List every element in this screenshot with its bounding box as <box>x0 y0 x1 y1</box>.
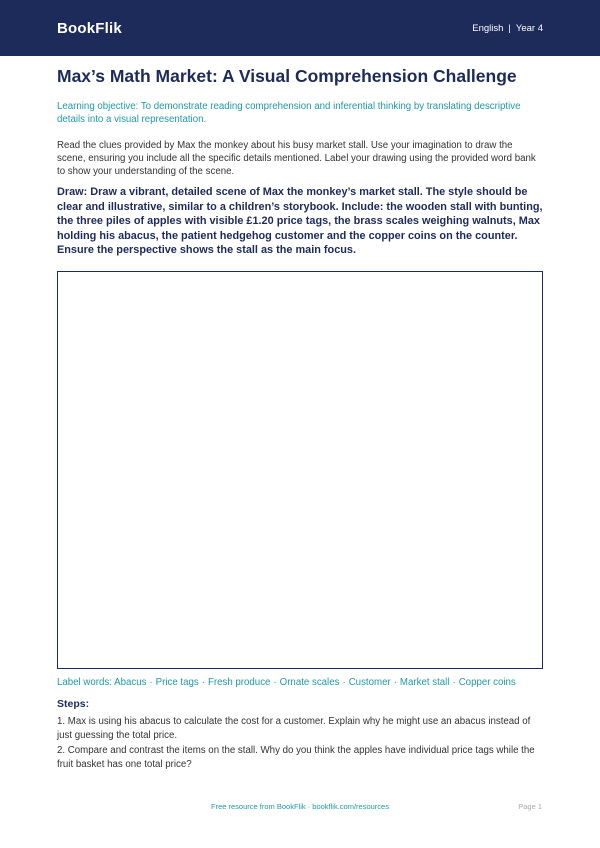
label-word: Abacus <box>114 677 147 688</box>
page-title: Max’s Math Market: A Visual Comprehension Challenge <box>57 66 517 86</box>
draw-instruction: Draw: Draw a vibrant, detailed scene of Max the monkey’s market stall. The style should be clear and illustrative, similar to a children’s storybook. Include: the wooden stall with bunting, the three piles of apples with visible £1.20 price tags, the brass scales weighing walnuts, Max holding his abacus, the patient hedgehog customer and the copper coins on the counter. Ensure the perspective shows the stall as the main focus. <box>57 186 543 256</box>
label-words <box>57 676 543 689</box>
label-separator: · <box>452 677 456 688</box>
learning-objective: Learning objective: To demonstrate reading comprehension and inferential thinking by translating descriptive details into a visual representation. <box>57 101 521 125</box>
label-separator: · <box>273 677 277 688</box>
label-word: Fresh produce <box>207 677 271 688</box>
footer <box>0 802 600 816</box>
year-label: Year 4 <box>515 22 543 34</box>
label-word: Copper coins <box>458 677 516 688</box>
label-word: Ornate scales <box>279 677 340 688</box>
label-word: Price tags <box>155 677 199 688</box>
brand-logo[interactable]: BookFlik <box>57 19 122 37</box>
subject-label: English <box>472 22 504 34</box>
step-item: 2. Compare and contrast the items on the stall. Why do you think the apples have individual price tags while the fruit basket has one total price? <box>57 745 535 770</box>
header-bar <box>0 0 600 56</box>
page-number: Page 1 <box>518 802 542 811</box>
label-separator: · <box>342 677 346 688</box>
label-separator: · <box>149 677 153 688</box>
label-separator: · <box>393 677 397 688</box>
drawing-area[interactable] <box>57 271 543 669</box>
label-words-prefix: Label words: <box>57 677 112 688</box>
footer-credit[interactable]: Free resource from BookFlik · bookflik.com/resources <box>211 802 389 811</box>
label-word: Market stall <box>399 677 450 688</box>
label-separator: · <box>201 677 205 688</box>
steps-title: Steps: <box>57 698 90 710</box>
subject-year <box>472 23 543 34</box>
meta-separator: | <box>508 22 511 34</box>
intro-text: Read the clues provided by Max the monkey about his busy market stall. Use your imagination to draw the scene, ensuring you include all the specific details mentioned. Label your drawing using the provided word bank to show your understanding of the scene. <box>57 140 536 177</box>
step-item: 1. Max is using his abacus to calculate the cost for a customer. Explain why he might use an abacus instead of just guessing the total price. <box>57 716 531 741</box>
label-word: Customer <box>348 677 391 688</box>
